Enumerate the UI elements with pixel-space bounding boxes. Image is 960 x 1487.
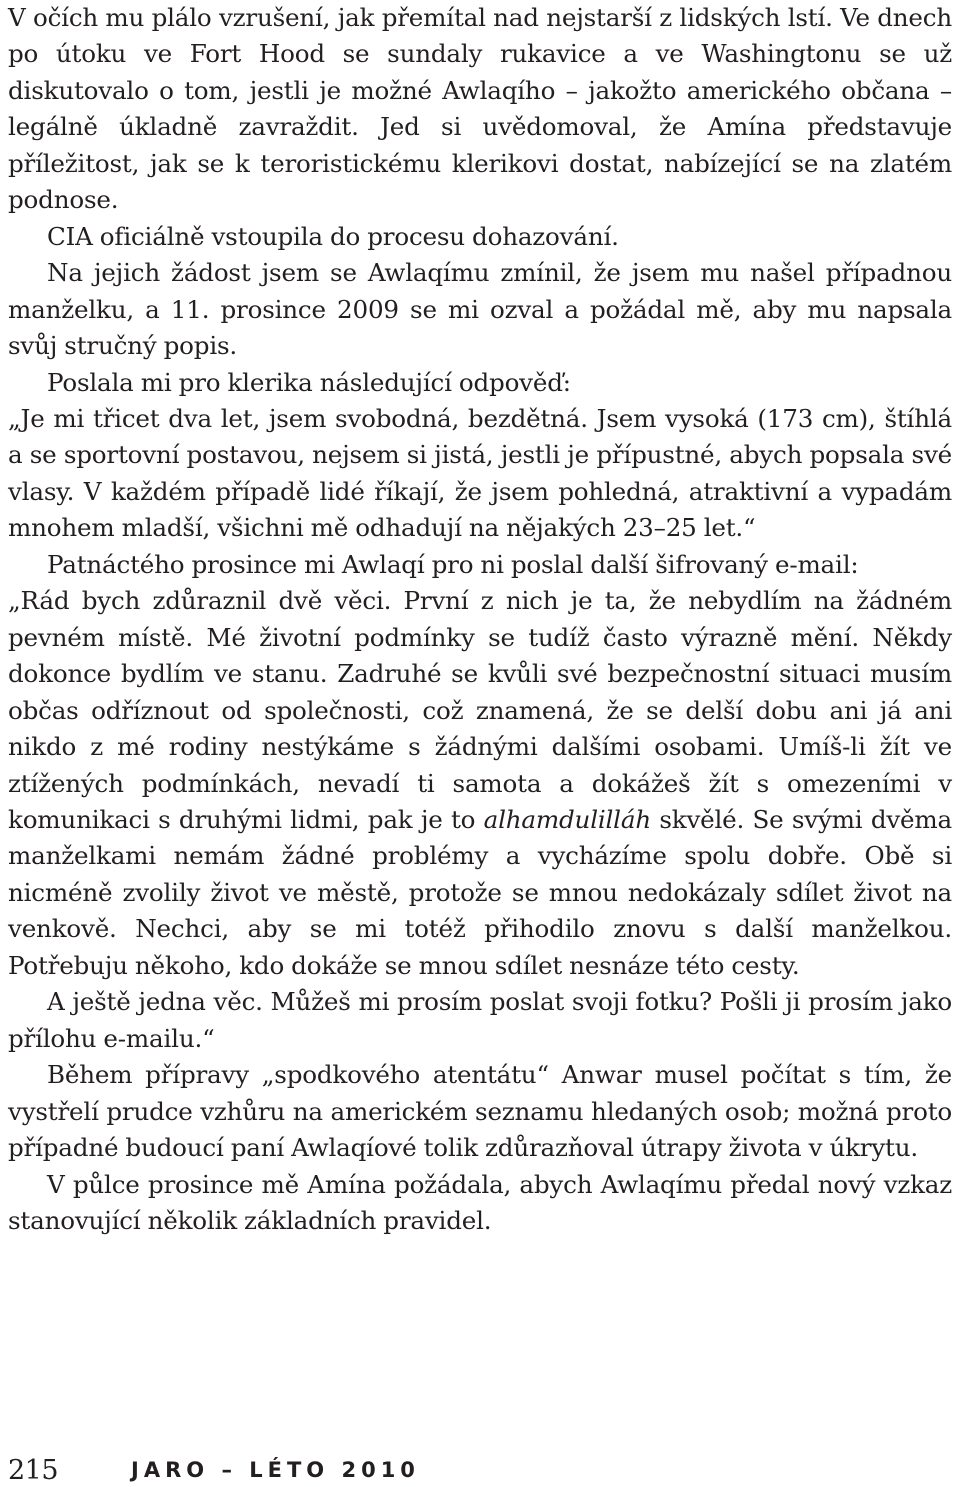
paragraph: Během přípravy „spodkového atentátu“ Anwar musel počítat s tím, že vystřelí prudce vzhůru na americkém seznamu hledaných osob; možná proto případné budoucí paní Awlaqíové tolik zdůrazňoval útrapy života v úkrytu. <box>8 1060 952 1163</box>
page-number: 215 <box>8 1454 59 1486</box>
paragraph: A ještě jedna věc. Můžeš mi prosím poslat svoji fotku? Pošli ji prosím jako přílohu e-mailu.“ <box>8 987 952 1053</box>
italic-term: alhamdulilláh <box>483 804 651 834</box>
quote-paragraph: „Je mi třicet dva let, jsem svobodná, bezdětná. Jsem vysoká (173 cm), štíhlá a se sportovní postavou, nejsem si jistá, jestli je přípustné, abych popsala své vlasy. V každém případě lidé říkají, že jsem pohledná, atraktivní a vypadám mnohem mladší, všichni mě odhadují na nějakých 23–25 let.“ <box>8 403 952 543</box>
quote-text: „Rád bych zdůraznil dvě věci. První z nich je ta, že nebydlím na žádném pevném místě. Mé životní podmínky se tudíž často výrazně mění. Někdy dokonce bydlím ve stanu. Zadruhé se kvůli své bezpečnostní situaci musím občas odříznout od společnosti, což znamená, že se delší dobu ani já ani nikdo z mé rodiny nestýkáme s žádnými dalšími osobami. Umíš-li žít ve ztížených podmínkách, nevadí ti samota a dokážeš žít s omezeními v komunikaci s druhými lidmi, pak je to <box>8 586 952 834</box>
paragraph: Na jejich žádost jsem se Awlaqímu zmínil, že jsem mu našel případnou manželku, a 11. prosince 2009 se mi ozval a požádal mě, aby mu napsala svůj stručný popis. <box>8 258 952 361</box>
paragraph: Patnáctého prosince mi Awlaqí pro ni poslal další šifrovaný e-mail: <box>47 549 859 579</box>
quote-paragraph <box>8 583 952 984</box>
paragraph: V očích mu plálo vzrušení, jak přemítal nad nejstarší z lidských lstí. Ve dnech po útoku ve Fort Hood se sundaly rukavice a ve Washingtonu se už diskutovalo o tom, jestli je možné Awlaqího – jakožto amerického občana – legálně úkladně zavraždit. Jed si uvědomoval, že Amína představuje příležitost, jak se k teroristickému klerikovi dostat, nabízející se na zlatém podnose. <box>8 3 952 215</box>
running-title: JARO – LÉTO 2010 <box>131 1458 420 1482</box>
page-footer <box>8 1453 420 1487</box>
quote-text: skvělé. Se svými dvěma manželkami nemám žádné problémy a vycházíme spolu dobře. Obě si nicméně zvolily život ve městě, protože se mnou nedokázaly sdílet život na venkově. Nechci, aby se mi totéž přihodilo znovu s další manželkou. Potřebuju někoho, kdo dokáže se mnou sdílet nesnáze této cesty. <box>8 804 952 980</box>
paragraph: Poslala mi pro klerika následující odpověď: <box>47 367 571 397</box>
body-text <box>8 0 952 1239</box>
paragraph: V půlce prosince mě Amína požádala, abych Awlaqímu předal nový vzkaz stanovující několik základních pravidel. <box>8 1169 952 1235</box>
paragraph: CIA oficiálně vstoupila do procesu dohazování. <box>47 221 619 251</box>
